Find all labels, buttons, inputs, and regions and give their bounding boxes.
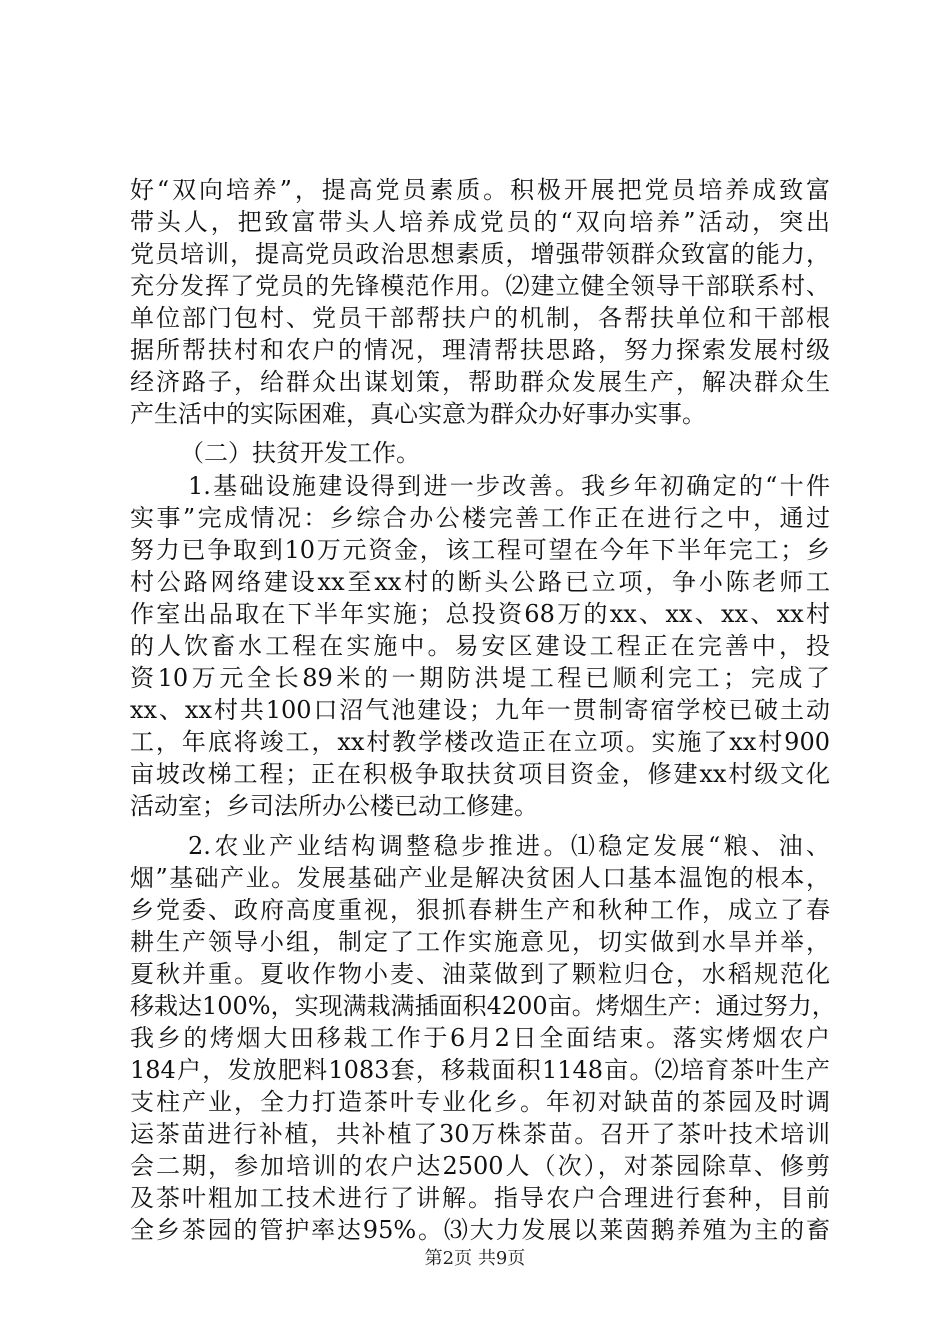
text-line: 全乡茶园的管护率达95%。⑶大力发展以莱茵鹅养殖为主的畜 (130, 1216, 830, 1244)
text-line: 支柱产业，全力打造茶叶专业化乡。年初对缺苗的茶园及时调 (130, 1088, 830, 1116)
text-line: 带头人，把致富带头人培养成党员的“双向培养”活动，突出 (130, 208, 830, 236)
text-line: 村公路网络建设xx至xx村的断头公路已立项，争小陈老师工 (130, 568, 830, 596)
text-line: 据所帮扶村和农户的情况，理清帮扶思路，努力探索发展村级 (130, 336, 830, 364)
text-line: 单位部门包村、党员干部帮扶户的机制，各帮扶单位和干部根 (130, 304, 830, 332)
text-line: 作室出品取在下半年实施；总投资68万的xx、xx、xx、xx村 (130, 600, 830, 628)
text-line: 工，年底将竣工，xx村教学楼改造正在立项。实施了xx村900 (130, 728, 830, 756)
text-line: 充分发挥了党员的先锋模范作用。⑵建立健全领导干部联系村、 (130, 272, 830, 300)
text-line: 夏秋并重。夏收作物小麦、油菜做到了颗粒归仓，水稻规范化 (130, 960, 830, 988)
text-line: 烟”基础产业。发展基础产业是解决贫困人口基本温饱的根本， (130, 864, 830, 892)
text-line: 资10万元全长89米的一期防洪堤工程已顺利完工；完成了 (130, 664, 830, 692)
text-line: 的人饮畜水工程在实施中。易安区建设工程正在完善中，投 (130, 632, 830, 660)
text-line: 2.农业产业结构调整稳步推进。⑴稳定发展“粮、油、 (188, 832, 830, 860)
text-line: 努力已争取到10万元资金，该工程可望在今年下半年完工；乡 (130, 536, 830, 564)
text-line: 耕生产领导小组，制定了工作实施意见，切实做到水旱并举， (130, 928, 830, 956)
page-number-footer: 第2页 共9页 (424, 1248, 526, 1269)
text-line: 好“双向培养”，提高党员素质。积极开展把党员培养成致富 (130, 176, 830, 204)
text-line: 184户，发放肥料1083套，移栽面积1148亩。⑵培育茶叶生产 (130, 1056, 830, 1084)
text-line: 移栽达100%，实现满栽满插面积4200亩。烤烟生产：通过努力， (130, 992, 836, 1020)
text-line: 亩坡改梯工程；正在积极争取扶贫项目资金，修建xx村级文化 (130, 760, 830, 788)
text-line: 会二期，参加培训的农户达2500人（次），对茶园除草、修剪 (130, 1152, 830, 1180)
text-line: 乡党委、政府高度重视，狠抓春耕生产和秋种工作，成立了春 (130, 896, 830, 924)
text-line: 活动室；乡司法所办公楼已动工修建。 (130, 792, 538, 820)
text-line: 我乡的烤烟大田移栽工作于6月2日全面结束。落实烤烟农户 (130, 1024, 830, 1052)
text-line: 运茶苗进行补植，共补植了30万株茶苗。召开了茶叶技术培训 (130, 1120, 830, 1148)
section-heading: （二）扶贫开发工作。 (180, 439, 420, 467)
text-line: 党员培训，提高党员政治思想素质，增强带领群众致富的能力， (130, 240, 830, 268)
text-line: 实事”完成情况：乡综合办公楼完善工作正在进行之中，通过 (130, 504, 830, 532)
text-line: 产生活中的实际困难，真心实意为群众办好事办实事。 (130, 400, 706, 428)
text-line: xx、xx村共100口沼气池建设；九年一贯制寄宿学校已破土动 (130, 696, 830, 724)
text-line: 经济路子，给群众出谋划策，帮助群众发展生产，解决群众生 (130, 368, 830, 396)
text-line: 1.基础设施建设得到进一步改善。我乡年初确定的“十件 (188, 472, 830, 500)
text-line: 及茶叶粗加工技术进行了讲解。指导农户合理进行套种，目前 (130, 1184, 830, 1212)
